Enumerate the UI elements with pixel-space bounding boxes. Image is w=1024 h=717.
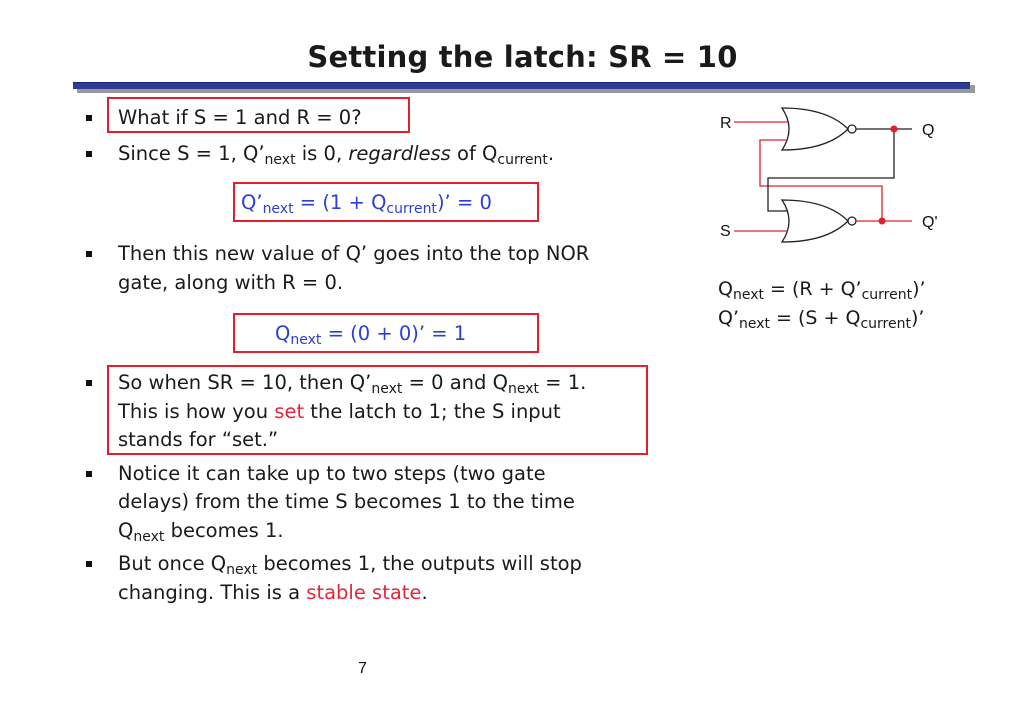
formula-q-next: $Q_{next} = (R$ + $Q’_{current}$)’ xyxy=(718,278,926,303)
page-number: 7 xyxy=(358,660,367,677)
bullet-6-line-1: But once $Q_{next}$ becomes 1, the outputs will stop xyxy=(118,552,582,578)
sr-latch-diagram xyxy=(712,100,962,250)
formula-qbar-next: $Q’_{next} = (S + Q_{current})$’ xyxy=(718,307,925,332)
bullet-4-line-3: stands for “set.” xyxy=(118,428,279,451)
q-label: Q xyxy=(922,122,935,139)
equation-1: $Q’_{next} = (1 + Q_{current})$’ = 0 xyxy=(241,191,492,217)
bullet-5-line-1: Notice it can take up to two steps (two gate xyxy=(118,462,546,485)
bullet-marker xyxy=(86,561,92,567)
bullet-1-text: What if S = 1 and R = 0? xyxy=(118,106,362,129)
highlight-box-1 xyxy=(107,97,410,133)
bullet-marker xyxy=(86,115,92,121)
bullet-5-line-2: delays) from the time S becomes 1 to the time xyxy=(118,490,575,513)
top-nor-bubble xyxy=(848,125,856,133)
title-rule xyxy=(73,82,970,89)
equation-2: $Q_{next} = (0 + 0)$’ = 1 xyxy=(275,322,467,348)
bullet-marker xyxy=(86,251,92,257)
bullet-marker xyxy=(86,471,92,477)
bullet-5-line-3: $Q_{next}$ becomes 1. xyxy=(118,519,284,545)
bullet-6-line-2: changing. This is a stable state. xyxy=(118,581,428,604)
bullet-2-text: Since S = 1, $Q’_{next}$ is 0, regardless of $Q_{current}$. xyxy=(118,142,555,168)
bullet-4-line-1: So when SR = 10, then $Q’_{next} = 0$ and $Q_{next} = 1$. xyxy=(118,371,587,397)
bottom-nor-bubble xyxy=(848,217,856,225)
bullet-marker xyxy=(86,380,92,386)
bullet-marker xyxy=(86,151,92,157)
bullet-3-line-1: Then this new value of Q’ goes into the top NOR xyxy=(118,242,590,265)
top-nor-gate xyxy=(782,108,848,150)
s-label: S xyxy=(720,223,731,240)
bullet-4-line-2: This is how you set the latch to 1; the S input xyxy=(118,400,561,423)
bottom-nor-gate xyxy=(782,200,848,242)
slide-title: Setting the latch: SR = 10 xyxy=(307,40,738,74)
bullet-3-line-2: gate, along with R = 0. xyxy=(118,271,344,294)
qbar-label: Q' xyxy=(922,214,938,231)
r-label: R xyxy=(720,115,732,132)
